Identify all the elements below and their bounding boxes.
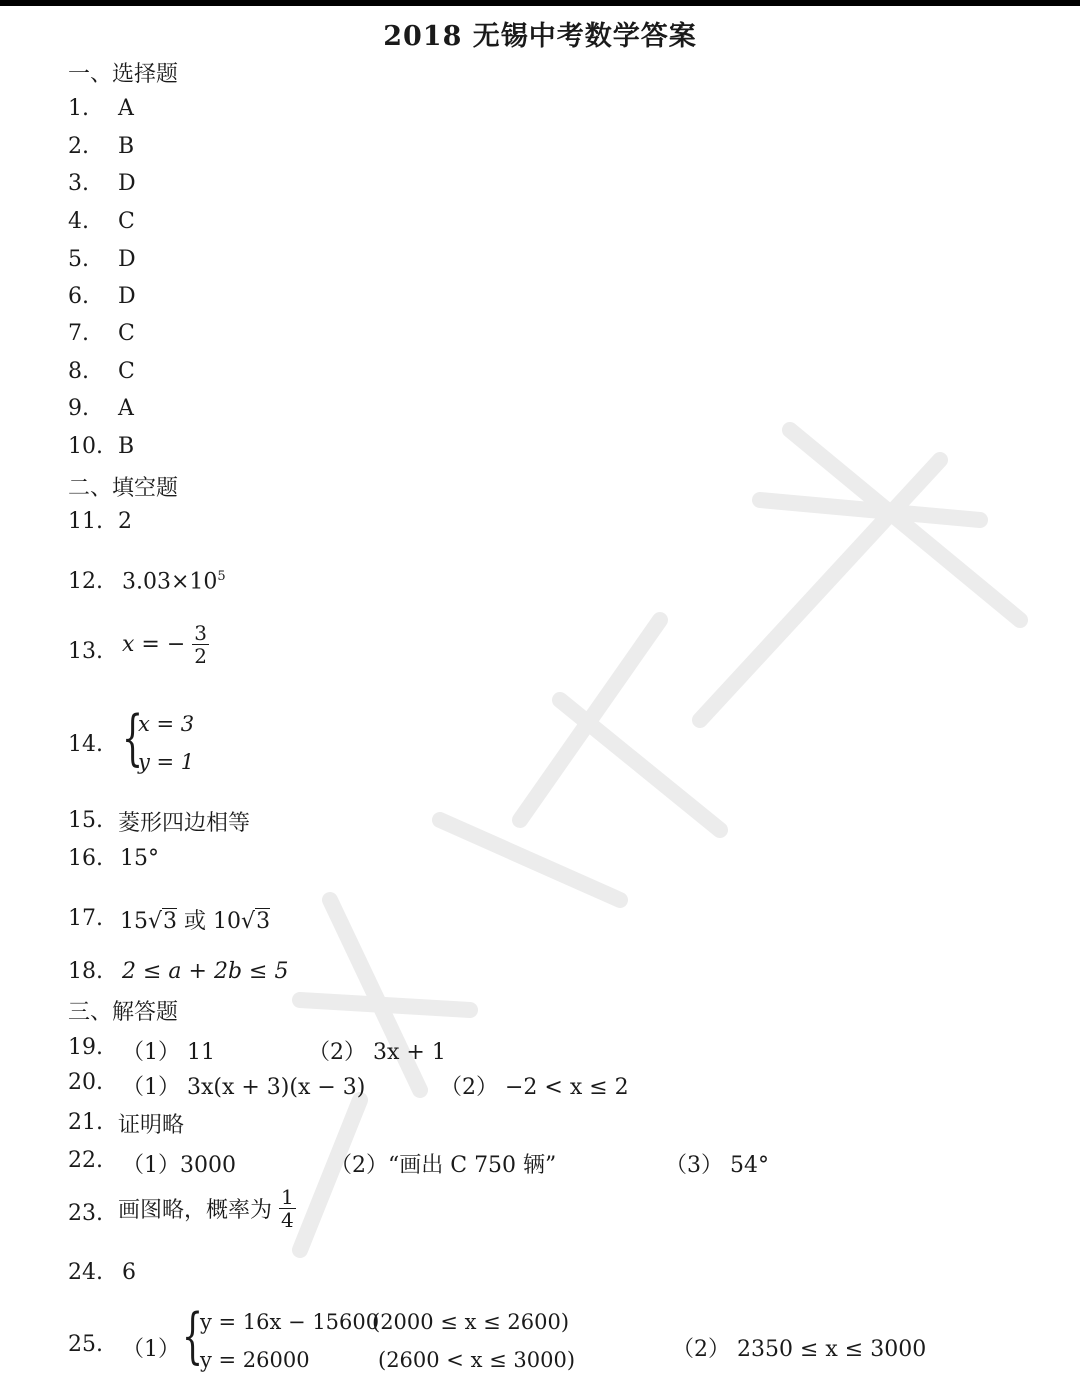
question-number: 12. (68, 569, 103, 594)
solve-part-2: （2） 2350 ≤ x ≤ 3000 (672, 1337, 927, 1362)
fill-answer: 2 (118, 509, 132, 534)
radicand: 3 (256, 909, 271, 934)
piece-2-expression: y = 26000 (200, 1348, 310, 1372)
fill-answer (120, 904, 270, 935)
choice-answer: D (118, 171, 136, 196)
question-number: 14. (68, 732, 103, 757)
equation-lhs: x = − (122, 632, 186, 657)
question-number: 20. (68, 1070, 103, 1095)
question-number: 13. (68, 639, 103, 664)
question-number: 23. (68, 1201, 103, 1226)
choice-answer: C (118, 209, 135, 234)
choice-answer: C (118, 359, 135, 384)
fraction-numerator: 1 (281, 1185, 294, 1209)
choice-answer: D (118, 284, 136, 309)
question-number: 21. (68, 1110, 103, 1135)
question-number: 1. (68, 96, 89, 121)
fill-answer (122, 622, 209, 667)
scientific-exponent: 5 (217, 569, 226, 584)
section-heading-fill: 二、填空题 (68, 476, 179, 501)
section-heading-choice: 一、选择题 (68, 62, 179, 87)
solve-part-1: （1） (122, 1337, 180, 1362)
question-number: 2. (68, 134, 89, 159)
question-number: 17. (68, 906, 103, 931)
solve-part-1: （1）3000 (122, 1153, 236, 1178)
radicand: 3 (163, 909, 178, 934)
choice-answer: D (118, 247, 136, 272)
solve-part-1: （1） 11 (122, 1040, 215, 1065)
choice-answer: B (118, 434, 135, 459)
choice-answer: A (118, 96, 134, 121)
question-number: 5. (68, 247, 89, 272)
fraction-denominator: 2 (194, 644, 207, 668)
solve-part-2: （2） −2 < x ≤ 2 (440, 1075, 629, 1100)
question-number: 7. (68, 321, 89, 346)
section-heading-solve: 三、解答题 (68, 1000, 179, 1025)
fill-answer: 菱形四边相等 (118, 811, 251, 836)
coefficient: 15 (120, 909, 148, 934)
page-title: 2018 无锡中考数学答案 (383, 21, 697, 52)
or-word: 或 (184, 909, 207, 934)
fraction (192, 622, 209, 667)
question-number: 11. (68, 509, 103, 534)
piece-1-condition: (2000 ≤ x ≤ 2600) (372, 1310, 570, 1334)
question-number: 19. (68, 1035, 103, 1060)
scientific-base: 3.03×10 (122, 569, 218, 595)
question-number: 16. (68, 846, 103, 871)
piece-1-expression: y = 16x − 15600 (200, 1310, 380, 1334)
question-number: 15. (68, 808, 103, 833)
question-number: 8. (68, 359, 89, 384)
question-number: 9. (68, 396, 89, 421)
solve-part-3: （3） 54° (665, 1153, 769, 1178)
fill-answer (122, 569, 226, 594)
choice-answer: A (118, 396, 134, 421)
fraction-denominator: 4 (281, 1208, 294, 1232)
fraction-numerator: 3 (194, 621, 207, 645)
left-brace-icon: { (122, 703, 144, 773)
solve-answer: 6 (122, 1260, 136, 1285)
coefficient: 10 (213, 909, 242, 934)
question-number: 10. (68, 434, 103, 459)
solve-answer (118, 1186, 296, 1231)
system-line-2: y = 1 (138, 750, 195, 774)
piece-2-condition: (2600 < x ≤ 3000) (378, 1348, 576, 1372)
question-number: 22. (68, 1148, 103, 1173)
equation-system (122, 703, 242, 784)
question-number: 24. (68, 1260, 103, 1285)
question-number: 6. (68, 284, 89, 309)
top-border (0, 0, 1080, 6)
solve-part-2: （2）“画出 C 750 辆” (330, 1153, 557, 1178)
left-brace-icon: { (182, 1301, 204, 1371)
answer-text: 画图略，概率为 (118, 1198, 273, 1223)
fill-answer: 2 ≤ a + 2b ≤ 5 (122, 959, 289, 984)
solve-part-2: （2） 3x + 1 (308, 1040, 446, 1065)
fraction (279, 1186, 296, 1231)
question-number: 3. (68, 171, 89, 196)
choice-answer: B (118, 134, 135, 159)
piecewise-function (182, 1301, 582, 1382)
system-line-1: x = 3 (138, 712, 195, 736)
fill-answer: 15° (120, 846, 159, 871)
sqrt-icon: √ (148, 909, 163, 934)
choice-answer: C (118, 321, 135, 346)
solve-answer: 证明略 (118, 1113, 185, 1138)
solve-part-1: （1） 3x(x + 3)(x − 3) (122, 1075, 366, 1100)
question-number: 18. (68, 959, 103, 984)
sqrt-icon: √ (241, 909, 256, 934)
question-number: 4. (68, 209, 89, 234)
question-number: 25. (68, 1332, 103, 1357)
